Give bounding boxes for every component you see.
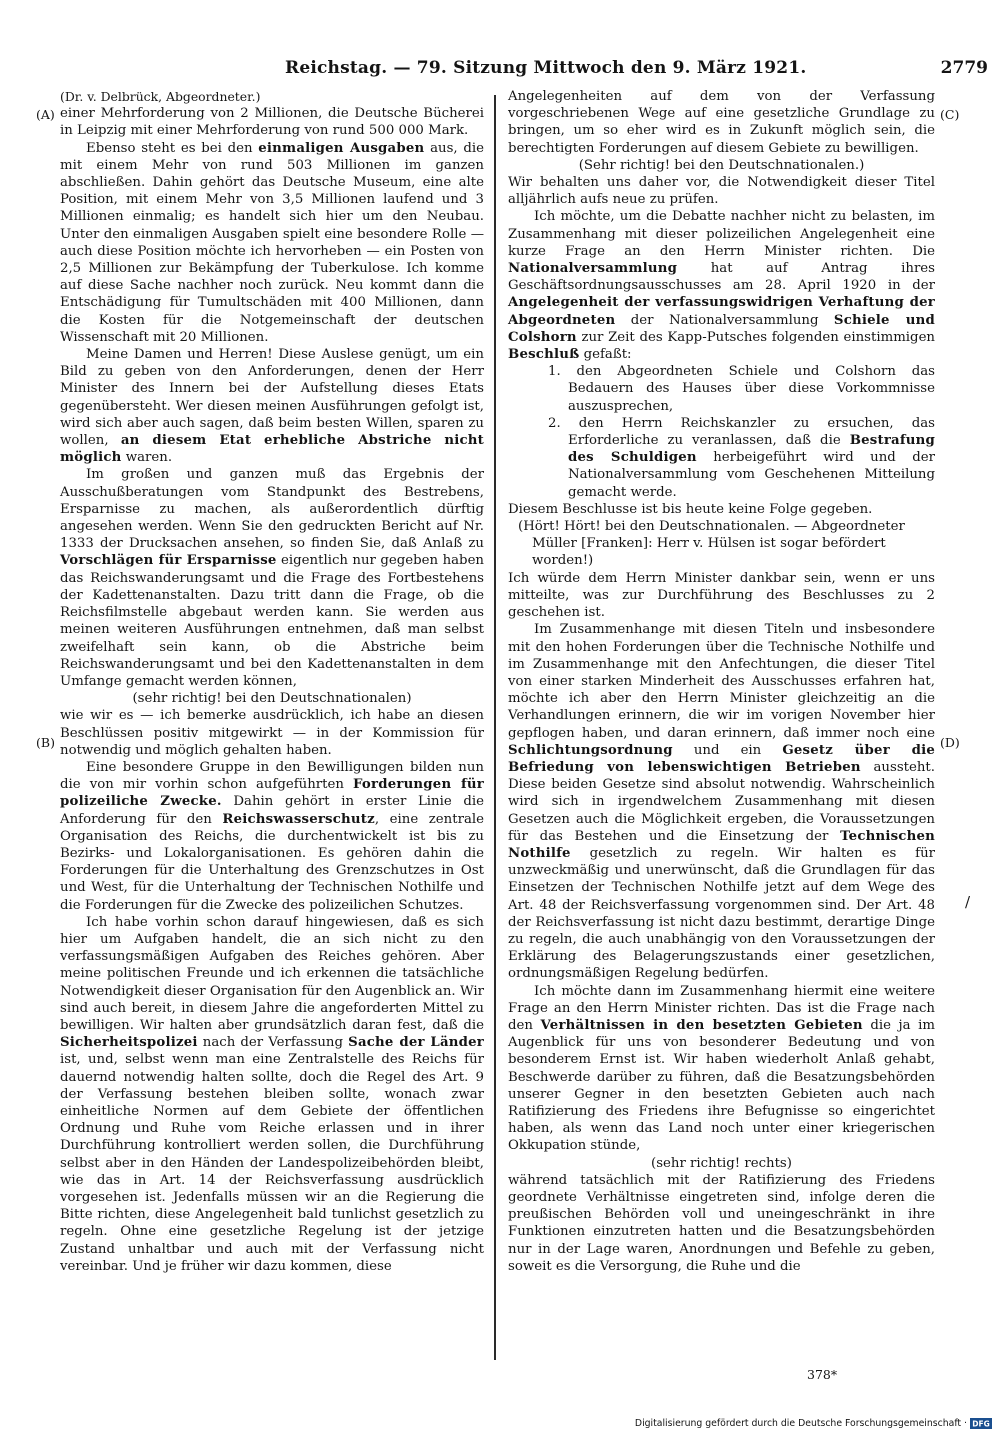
left-paragraph-2: Ebenso steht es bei den einmaligen Ausgaben aus, die mit einem Mehr von rund 503 Millionen im ganzen abschließen. Dahin gehört das Deutsche Museum, eine alte Position, mit einem Mehr von 3,5 Millionen laufend und 3 Millionen einmalig; es handelt sich hier um den Neubau. Unter den einmaligen Ausgaben spielt eine besondere Rolle — auch diese Position möchte ich hervorheben — ein Posten von 2,5 Millionen zur Bekämpfung der Tuberkulose. Ich komme auf diese Sache nachher noch zurück. Neu kommt dann die Entschädigung für Tumultschäden mit 400 Millionen, dann die Kosten für die Notgemeinschaft der deutschen Wissenschaft mit 20 Millionen.	[60, 140, 484, 345]
page-header	[90, 58, 990, 84]
margin-label-d: (D)	[940, 735, 960, 750]
left-paragraph-6: wie wir es — ich bemerke ausdrücklich, ich habe an diesen Beschlüssen positiv mitgewirkt — in der Kommission für notwendig und möglich gehalten haben.	[60, 708, 484, 758]
header-title: Reichstag. — 79. Sitzung Mittwoch den 9. März 1921.	[285, 58, 807, 78]
right-paragraph-11: (sehr richtig! rechts)	[651, 1155, 792, 1171]
svg-text:DFG: DFG	[972, 1419, 990, 1429]
right-paragraph-4: 1. den Abgeordneten Schiele und Colshorn das Bedauern des Hauses über diese Vorkommnisse auszusprechen,	[548, 364, 935, 414]
margin-label-c: (C)	[940, 107, 960, 122]
signature-mark: 378*	[807, 1367, 838, 1382]
right-paragraph-2: Wir behalten uns daher vor, die Notwendigkeit dieser Titel alljährlich aufs neue zu prüfen.	[508, 175, 935, 208]
dfg-logo-icon	[970, 1418, 992, 1429]
right-paragraph-6: Diesem Beschlusse ist bis heute keine Folge gegeben.	[508, 501, 873, 517]
left-paragraph-7: Eine besondere Gruppe in den Bewilligungen bilden nun die von mir vorhin schon aufgeführten Forderungen für polizeiliche Zwecke. Dahin gehört in erster Linie die Anforderung für den Reichswasserschutz, eine zentrale Organisation des Reichs, die durchentwickelt ist bis zu Bezirks- und Lokalorganisationen. Es gehören dahin die Forderungen für die Unterhaltung des Grenzschutzes in Ost und West, für die Unterhaltung der Technischen Nothilfe und die Forderungen für die Zwecke des polizeilichen Schutzes.	[60, 759, 484, 913]
left-paragraph-4: Im großen und ganzen muß das Ergebnis der Ausschußberatungen vom Standpunkt des Bestrebens, Ersparnisse zu machen, als außerordentlich dürftig angesehen werden. Wenn Sie den gedruckten Bericht auf Nr. 1333 der Drucksachen ansehen, so finden Sie, daß Anlaß zu Vorschlägen für Ersparnisse eigentlich nur gegeben haben das Reichswanderungsamt und die Frage des Fortbestehens der Kadettenanstalten. Dazu tritt dann die Frage, ob die Reichsfilmstelle abgebaut werden kann. Sie werden aus meinen weiteren Ausführungen entnehmen, daß man selbst zweifelhaft sein kann, ob die Abstriche beim Reichswanderungsamt und bei den Kadettenanstalten in dem Umfange gemacht werden können,	[60, 467, 485, 689]
margin-label-a: (A)	[36, 107, 55, 122]
page-number: 2779	[940, 58, 988, 78]
right-column	[508, 88, 935, 1275]
left-paragraph-5: (sehr richtig! bei den Deutschnationalen)	[132, 691, 412, 707]
left-paragraph-3: Meine Damen und Herren! Diese Auslese genügt, um ein Bild zu geben von den Anforderungen, denen der Herr Minister des Innern bei der Aufstellung dieses Etats gegenübersteht. Wer diesen meinen Ausführungen gefolgt ist, wird sich aber auch sagen, daß beim besten Willen, sparen zu wollen, an diesem Etat erhebliche Abstriche nicht möglich waren.	[60, 347, 484, 466]
right-paragraph-10: Ich möchte dann im Zusammenhang hiermit eine weitere Frage an den Herrn Minister richten. Das ist die Frage nach den Verhältnissen in den besetzten Gebieten die ja im Augenblick für uns von besonderer Bedeutung und von besonderem Ernst ist. Wir haben wiederholt Anlaß gehabt, Beschwerde darüber zu führen, daß die Besatzungsbehörden unserer Gegner in den besetzten Gebieten auch nach Ratifizierung des Friedens ihre Befugnisse so eingerichtet haben, als wenn das Land noch unter einer kriegerischen Okkupation stünde,	[508, 983, 935, 1154]
credit-text: Digitalisierung gefördert durch die Deutsche Forschungsgemeinschaft ·	[634, 1418, 967, 1429]
right-paragraph-1: (Sehr richtig! bei den Deutschnationalen.)	[578, 157, 865, 173]
right-paragraph-0: Angelegenheiten auf dem von der Verfassung vorgeschriebenen Wege auf eine gesetzliche Grundlage zu bringen, um so eher wird es in Zukunft möglich sein, die berechtigten Forderungen auf diesem Gebiete zu bewilligen.	[508, 89, 935, 156]
left-paragraph-0: (Dr. v. Delbrück, Abgeordneter.)	[60, 89, 261, 104]
right-paragraph-8: Ich würde dem Herrn Minister dankbar sein, wenn er uns mitteilte, was zur Durchführung des Beschlusses zu 2 geschehen ist.	[508, 570, 935, 621]
left-column	[60, 88, 484, 1275]
right-paragraph-12: während tatsächlich mit der Ratifizierung des Friedens geordnete Verhältnisse eingetreten sind, infolge deren die preußischen Behörden voll und uneingeschränkt in ihre Funktionen einzutreten hatten und die Besatzungsbehörden nur in der Lage waren, Anordnungen und Befehle zu geben, soweit es die Versorgung, die Ruhe und die	[508, 1172, 935, 1274]
right-paragraph-7: (Hört! Hört! bei den Deutschnationalen. — Abgeordneter Müller [Franken]: Herr v. Hülsen ist sogar befördert worden!)	[518, 519, 905, 569]
right-paragraph-5: 2. den Herrn Reichskanzler zu ersuchen, das Erforderliche zu veranlassen, daß die Bestrafung des Schuldigen herbeigeführt wird und der Nationalversammlung vom Geschehenen Mitteilung gemacht werde.	[548, 415, 936, 500]
left-paragraph-8: Ich habe vorhin schon darauf hingewiesen, daß es sich hier um Aufgaben handelt, die an sich nicht zu den verfassungsmäßigen Aufgaben des Reiches gehören. Aber meine politischen Freunde und ich erkennen die tatsächliche Notwendigkeit dieser Organisation für den Augenblick an. Wir sind auch bereit, in diesem Jahre die angeforderten Mittel zu bewilligen. Wir halten aber grundsätzlich daran fest, daß die Sicherheitspolizei nach der Verfassung Sache der Länder ist, und, selbst wenn man eine Zentralstelle des Reichs für dauernd notwendig halten sollte, doch die Regel des Art. 9 der Verfassung bestehen bleiben sollte, wonach zwar einheitliche Normen auf dem Gebiete der öffentlichen Ordnung und Ruhe vom Reiche erlassen und in ihrer Durchführung kontrolliert werden sollen, die Durchführung selbst aber in den Händen der Landespolizeibehörden bleibt, wie das in Art. 14 der Reichsverfassung ausdrücklich vorgesehen ist. Jedenfalls müssen wir an die Regierung die Bitte richten, diese Angelegenheit bald tunlichst gesetzlich zu regeln. Ohne eine gesetzliche Regelung ist der jetzige Zustand unhaltbar und auch mit der Verfassung nicht vereinbar. Und je früher wir dazu kommen, diese	[60, 914, 485, 1274]
right-paragraph-3: Ich möchte, um die Debatte nachher nicht zu belasten, im Zusammenhang mit dieser polizeilichen Angelegenheit eine kurze Frage an den Herrn Minister richten. Die Nationalversammlung hat auf Antrag ihres Geschäftsordnungsausschusses am 28. April 1920 in der Angelegenheit der verfassungswidrigen Verhaftung der Abgeordneten der Nationalversammlung Schiele und Colshorn zur Zeit des Kapp-Putsches folgenden einstimmigen Beschluß gefaßt:	[508, 209, 935, 363]
margin-label-b: (B)	[36, 735, 55, 750]
margin-tick-mark: /	[965, 893, 971, 911]
digitization-credit	[635, 1418, 992, 1429]
column-divider	[494, 95, 496, 1360]
right-paragraph-9: Im Zusammenhange mit diesen Titeln und insbesondere mit den hohen Forderungen über die Technische Nothilfe und im Zusammenhange mit den Anfechtungen, die dieser Titel von einer starken Minderheit des Ausschusses erfahren hat, möchte ich aber den Herrn Minister gleichzeitig an die Verhandlungen erinnern, die wir im vorigen November hier gepflogen haben, und daran erinnern, daß immer noch eine Schlichtungsordnung und ein Gesetz über die Befriedung von lebenswichtigen Betrieben aussteht. Diese beiden Gesetze sind absolut notwendig. Wahrscheinlich wird sich in irgendwelchem Zusammenhang mit diesen Gesetzen auch die Möglichkeit ergeben, die Voraussetzungen für das Bestehen und die Einsetzung der Technischen Nothilfe gesetzlich zu regeln. Wir halten es für unzweckmäßig und unerwünscht, daß die Grundlagen für das Einsetzen der Technischen Nothilfe jetzt auf dem Wege des Art. 48 der Reichsverfassung vorgenommen sind. Der Art. 48 der Reichsverfassung ist nicht dazu bestimmt, derartige Dinge zu regeln, die auch unabhängig von den Voraussetzungen der Erklärung des Belagerungszustands einer gesetzlichen, ordnungsmäßigen Regelung bedürfen.	[508, 622, 936, 982]
left-paragraph-1: einer Mehrforderung von 2 Millionen, die Deutsche Bücherei in Leipzig mit einer Mehrforderung von rund 500 000 Mark.	[60, 106, 484, 139]
